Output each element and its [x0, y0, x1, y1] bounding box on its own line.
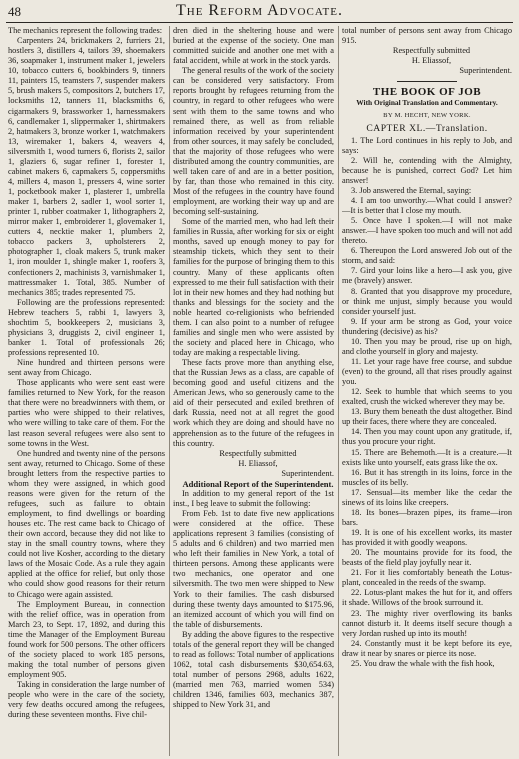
verse: 25. You draw the whale with the fish hook,: [351, 658, 495, 668]
signoff-line: Respectfully submitted: [392, 46, 471, 56]
verse: 12. Seek to humble that which seems to you exalted, crush the wicked wherever they may be.: [342, 387, 512, 407]
signoff-name: H. Eliassof,: [238, 458, 278, 468]
paragraph: One hundred and twenty nine of the persons sent away, returned to Chicago. Some of these brought letters from the respective parties to whom they were assigned, in which good reasons were given for the return of the refugees, such as failure to obtain employment, to find dwellings or boarding houses etc. The rest came back to Chicago of their own accord, because they did not like to stay in the small country towns, where they could not live Kosher, according to the dietary laws of the Mosaic Code. As a rule they again applied at the office for relief, but only those who could show good reasons for their return to Chicago were again assisted.: [8, 448, 165, 599]
verse: 14. Then you may count upon any gratitude, if, thus you procure your right.: [342, 427, 512, 447]
verse: 23. The mighty river overflowing its banks cannot disturb it. It deems itself secure though a very Jordan rushed up into its mouth!: [342, 608, 512, 638]
paragraph: Some of the married men, who had left their families in Russia, after working for six or eight months, saved up enough money to pay for steamship tickets, which they sent to their families for the purpose of bringing them to this country. Many of these applicants often expressed to me their full satisfaction with their lot in their new homes and they had nothing but thanks and blessings for the society and the noble hearted co-religionists who befriended them. I can also point to a number of refugee families and single men who were assisted by the society and placed here in Chicago, who today are making a respectable living.: [173, 217, 334, 357]
verse: 17. Sensual—its member like the cedar the sinews of its loins like creepers.: [342, 487, 512, 507]
masthead-title: The Reform Advocate.: [175, 2, 343, 19]
verse: 5. Once have I spoken.—I will not make answer.—I have spoken too much and will not add thereto.: [342, 216, 512, 246]
verse: 21. For it lies comfortably beneath the Lotus-plant, concealed in the reeds of the swamp.: [342, 568, 512, 588]
signoff-name: H. Eliassof,: [411, 56, 452, 66]
paragraph: total number of persons sent away from Chicago 915.: [342, 26, 512, 46]
paragraph: In addition to my general report of the 1st inst., I beg leave to submit the following:: [173, 488, 334, 508]
column-divider: [169, 26, 170, 756]
verse: 9. If your arm be strong as God, your voice thundering (decisive) as his?: [342, 316, 512, 336]
verse: 8. Granted that you disapprove my procedure, or think me unjust, simply because you would consider yourself just.: [342, 286, 512, 316]
verse: 15. There are Behemoth.—It is a creature.—It exists like unto yourself, eats grass like the ox.: [342, 447, 512, 467]
page-number: 48: [8, 4, 21, 19]
verse: 13. Bury them beneath the dust altogether. Bind up their faces, there where they are concealed.: [342, 407, 512, 427]
paragraph: Carpenters 24, brickmakers 2, furriers 21, hostlers 3, distillers 4, tailors 39, shoemakers 36, soapmaker 1, instrument maker 1, jewelers 10, tobacco cutters 6, bookbinders 9, tinners 11, painters 15, teamsters 7, suspender makers 5, brush makers 5, compositors 2, butchers 17, locksmiths 12, tanners 11, blacksmiths 6, cigarmakers 9, brassworker 1, harnessmakers 6, candlemaker 1, slippermaker 1, shirtmakers 2, hatmakers 3, bronze worker 1, watchmakers 13, wiremaker 1, bakers 4, weavers 4, silversmith 1, wood turners 6, florists 2, sailor 1, glaziers 6, sugar refiner 1, forester 1, cabinet makers 6, capmakers 5, coppersmiths 4, millers 4, mason 1, pressers 4, wine sorter 1, pocketbook maker 1, plasterer 1, umbrella maker 1, barbers 2, sadler 1, wool sorter 1, printer 1, rubber coatmaker 1, lithographers 2, mirror maker 1, embroiderer 1, glovemaker 1, cutters 4, necktie maker 1, plumbers 2, tobacco packers 3, upholsterers 2, photographer 1, cloak makers 5, trunk maker 1, iron moulder 1, shingle maker 1, roofers 3, confectioners 2, machinists 3, varnishmaker 1, mattressmaker 1. Total, 385. Number of mechanics 385; trades represented 75.: [8, 36, 165, 297]
paragraph: Those applicants who were sent east were families returned to New York, for the reason that there were no breadwinners with them, or parties who were shipped to their relatives, who were willing to take care of them. For the last reason several refugees were also sent to some towns in the West.: [8, 378, 165, 448]
verse: 1. The Lord continues in his reply to Job, and says:: [342, 135, 512, 155]
verse-list: [342, 136, 512, 669]
paragraph: Taking in consideration the large number of people who were in the care of the society, very few deaths occured among the refugees, during these seventeen months. Five chil-: [8, 680, 165, 720]
signoff-title: Superintendent.: [281, 468, 334, 478]
verse: 3. Job answered the Eternal, saying:: [351, 185, 472, 195]
paragraph: dren died in the sheltering house and were buried at the expense of the society. One man committed suicide and another one met with a fatal accident, while at work in the stock yards.: [173, 26, 334, 66]
verse: 16. But it has strength in its loins, force in the muscles of its belly.: [342, 467, 512, 487]
paragraph: The mechanics represent the following trades:: [8, 26, 163, 35]
column-right: [342, 26, 512, 758]
paragraph: Following are the professions represented: Hebrew teachers 5, rabbi 1, lawyers 3, shochtim 5, bookkeepers 2, musicians 3, physicians 3, druggists 2, civil engineer 1, banker 1. Total of professionals 26; professions represented 10.: [8, 297, 165, 357]
signoff-title: Superintendent.: [459, 66, 512, 76]
article-title: THE BOOK OF JOB: [372, 86, 482, 99]
section-divider: [397, 81, 457, 82]
verse: 2. Will he, contending with the Almighty, because he is punished, correct God? Let him answer!: [342, 155, 512, 185]
verse: 24. Constantly must it be kept before its eye, draw it near by snares or pierce its nose.: [342, 638, 512, 658]
signoff-line: Respectfully submitted: [219, 448, 297, 458]
section-heading: Additional Report of the Superintendent.: [182, 478, 334, 489]
verse: 7. Gird your loins like a hero—I ask you, give me (bravely) answer.: [342, 266, 512, 286]
column-middle: [173, 26, 334, 758]
verse: 10. Then you may be proud, rise up on high, and clothe yourself in glory and majesty.: [342, 336, 512, 356]
chapter-heading: CAPTER XL.—Translation.: [366, 122, 488, 134]
paragraph: From Feb. 1st to date five new applications were considered at the office. These applications represent 3 families (consisting of 5 adults and 6 children) and two married men who left their families in New York, a total of thirteen persons. Among these applicants were two mechanics, one operator and one silversmith. The two men were shipped to New York to their families. The cash disbursed during these twenty days amounted to $175.96, an itemized account of which you will find on the table of disbursements.: [173, 509, 334, 629]
paragraph: The Employment Bureau, in connection with the relief office, was in operation from March 23, to Sept. 17, 1892, and during this time the Manager of the Employment Bureau found work for 500 persons. The other officers of the society placed to work 185 persons, making the total number of persons given employment 905.: [8, 599, 165, 679]
column-divider: [338, 26, 339, 756]
paragraph: By adding the above figures to the respective totals of the general report they will be changed to read as follows: Total number of applications 1062, total cash disbursements $30,654.63, total number of persons 2968, adults 1622, (married men 763, married women 534) children 1346, families 603, mechanics 387, shipped to New York 31, and: [173, 629, 334, 710]
column-left: [8, 26, 165, 758]
paragraph: These facts prove more than anything else, that the Russian Jews as a class, are capable of becoming good and useful citizens and the American Jews, who so generously came to the aid of their persecuted and exiled brethren of dark Russia, need not at all regret the good work which they are doing and should have no apprehension as to the future of the refugees in this country.: [173, 358, 334, 448]
verse: 11. Let your rage have free course, and subdue (even) to the ground, all that rises proudly against you.: [342, 356, 512, 387]
verse: 4. I am too unworthy.—What could I answer?—It is better that I close my mouth.: [342, 195, 512, 215]
verse: 22. Lotus-plant makes the hut for it, and offers it shade. Willows of the brook surround it.: [342, 588, 512, 608]
verse: 20. The mountains provide for its food, the beasts of the field play joyfully near it.: [342, 548, 512, 568]
article-subtitle: With Original Translation and Commentary.: [356, 98, 498, 108]
verse: 19. It is one of his excellent works, its master has provided it with goodly weapons.: [342, 528, 512, 548]
verse: 6. Thereupon the Lord answered Job out of the storm, and said:: [342, 246, 512, 266]
article-byline: BY M. HECHT, NEW YORK.: [383, 112, 471, 120]
header-rule: [6, 22, 513, 23]
paragraph: Nine hundred and thirteen persons were sent away from Chicago.: [8, 358, 165, 378]
paragraph: The general results of the work of the society can be considered very satisfactory. From reports brought by refugees returning from the country, in regard to other refugees who were sent with them to the same towns and who remained there, as well as from reliable information received by your superintendent from other sources, it may safely be concluded, that the majority of those refugees who were distributed among the country communities, are well taken care of and are in a better position, by far, than those who remained in this city. Most of the refugees in the country have found employment, are working their way up and are becoming self-sustaining.: [173, 66, 334, 217]
page-header: [6, 2, 513, 22]
verse: 18. Its bones—brazen pipes, its frame—iron bars.: [342, 507, 512, 527]
